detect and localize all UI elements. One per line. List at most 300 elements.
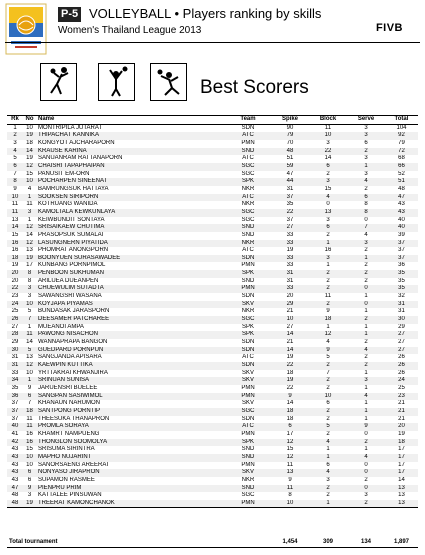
cell-rank: 3	[13, 139, 17, 146]
cell-block: 1	[309, 500, 347, 508]
cell-team: SND	[241, 277, 255, 284]
cell-rank: 20	[7, 270, 23, 278]
cell-spike: 17	[286, 430, 294, 437]
cell-number: 11	[23, 331, 36, 339]
cell-serve: 2	[347, 316, 385, 324]
cell-serve: 3	[347, 377, 385, 385]
cell-spike: 22	[271, 209, 309, 217]
table-row	[7, 270, 418, 278]
cell-spike: 19	[286, 354, 294, 361]
cell-block: 18	[309, 316, 347, 324]
cell-total: 20	[385, 423, 418, 431]
cell-serve: 3	[347, 240, 385, 248]
table-row	[7, 385, 418, 393]
cell-name: PAWONG NISACHON	[36, 331, 225, 339]
cell-number: 1	[23, 377, 36, 385]
cell-name: POCHARPEN SINEENAT	[36, 178, 225, 186]
cell-number: 1	[27, 216, 32, 223]
cell-team: NKR	[241, 185, 255, 192]
cell-name: PRASOPSUK SUMALAI	[38, 231, 104, 238]
cell-name: BAMRUNGSUK HATTAYA	[38, 185, 109, 192]
cell-name: CHAISRI TAPAPHAIPAN	[36, 163, 225, 171]
table-row	[7, 293, 418, 301]
table-row	[7, 446, 418, 454]
table-row	[7, 500, 418, 508]
cell-serve: 0	[347, 485, 385, 493]
cell-name: SOOKSEN SIRIPORN	[36, 194, 225, 202]
cell-total: 27	[398, 339, 405, 346]
cell-block: 16	[324, 247, 332, 254]
cell-rank: 11	[7, 209, 23, 217]
cell-block: 10	[309, 132, 347, 140]
cell-team: SND	[225, 224, 271, 232]
cell-rank: 34	[7, 377, 23, 385]
cell-team: SKV	[241, 369, 254, 376]
cell-serve: 1	[347, 331, 385, 339]
cell-team: SND	[225, 148, 271, 156]
cell-spike: 48	[271, 148, 309, 156]
cell-name: MONTRIPILA JUTARAT	[38, 124, 103, 131]
cell-number: 1	[27, 323, 32, 330]
cell-block: 13	[309, 209, 347, 217]
cell-serve: 7	[347, 224, 385, 232]
cell-team: PMN	[225, 393, 271, 401]
cell-spike: 33	[271, 255, 309, 263]
cell-total: 32	[398, 293, 405, 300]
total-tournament-row	[7, 538, 418, 548]
league-logo-graphic	[5, 3, 47, 55]
table-row	[7, 140, 418, 148]
cell-serve: 1	[364, 415, 368, 422]
cell-name: MUEANOI AMPA	[38, 323, 84, 330]
cell-block: 1	[309, 454, 347, 462]
table-row	[7, 163, 418, 171]
cell-rank: 18	[7, 255, 23, 263]
cell-name: GUEDPARD PORNPUN	[36, 347, 225, 355]
cell-block: 2	[309, 270, 347, 278]
cell-rank: 5	[13, 155, 17, 162]
total-label: Total tournament	[7, 538, 225, 548]
cell-serve: 2	[364, 185, 368, 192]
cell-block: 14	[324, 155, 332, 162]
cell-number: 18	[26, 139, 33, 146]
cell-block: 2	[309, 285, 347, 293]
cell-rank: 25	[11, 308, 19, 315]
cell-team: ATC	[242, 155, 254, 162]
cell-block: 3	[326, 139, 330, 146]
cell-number: 16	[23, 439, 36, 447]
cell-serve: 3	[364, 492, 368, 499]
table-row	[7, 240, 418, 248]
cell-spike: 6	[271, 423, 309, 431]
cell-team: PMN	[241, 139, 255, 146]
cell-total: 31	[385, 301, 418, 309]
col-header-rank: Rk	[7, 116, 23, 125]
cell-name: PENBOON SUKHUMAN	[36, 270, 225, 278]
cell-spike: 22	[271, 362, 309, 370]
cell-rank: 24	[7, 301, 23, 309]
cell-block: 2	[326, 492, 330, 499]
cell-team: SDN	[241, 415, 255, 422]
cell-name: KHAMRT NAMPUENG	[38, 430, 100, 437]
cell-team: SKV	[225, 377, 271, 385]
cell-rank: 6	[7, 163, 23, 171]
cell-spike: 10	[271, 500, 309, 508]
cell-serve: 2	[364, 262, 368, 269]
cell-name: SAWANGSRI WASANA	[38, 293, 102, 300]
cell-total: 14	[398, 476, 405, 483]
cell-block: 2	[309, 485, 347, 493]
cell-team: SDN	[241, 124, 255, 131]
cell-name: BUNDASAK JARASPORN	[38, 308, 110, 315]
cell-block: 4	[309, 439, 347, 447]
table-row	[7, 331, 418, 339]
cell-spike: 31	[286, 277, 294, 284]
cell-rank: 11	[11, 201, 19, 208]
cell-name: PHOMRAT ANONGPORN	[38, 247, 109, 254]
cell-spike: 33	[271, 285, 309, 293]
table-row	[7, 347, 418, 355]
cell-spike: 21	[286, 339, 294, 346]
cell-team: NKR	[241, 201, 255, 208]
cell-rank: 1	[13, 124, 17, 131]
cell-serve: 2	[364, 354, 368, 361]
cell-name: KOTRUANG WANIDA	[38, 201, 98, 208]
cell-serve: 3	[347, 132, 385, 140]
cell-number: 12	[23, 163, 36, 171]
cell-total: 19	[398, 430, 405, 437]
cell-spike: 59	[271, 163, 309, 171]
cell-block: 12	[309, 331, 347, 339]
cell-block: 4	[326, 339, 330, 346]
cell-name: SRINUAN SUNISA	[36, 377, 225, 385]
cell-name: SRISAIKAEW CHUTIMA	[36, 224, 225, 232]
cell-number: 15	[26, 446, 33, 453]
cell-spike: 12	[271, 439, 309, 447]
cell-block: 2	[326, 415, 330, 422]
cell-rank: 37	[11, 400, 19, 407]
cell-name: SANTPONG PORNTIP	[36, 408, 225, 416]
cell-team: SPK	[225, 178, 271, 186]
cell-serve: 1	[364, 369, 368, 376]
cell-spike: 47	[286, 170, 294, 177]
cell-rank: 19	[11, 262, 19, 269]
cell-spike: 18	[271, 408, 309, 416]
cell-rank: 43	[11, 461, 19, 468]
cell-spike: 15	[286, 446, 294, 453]
cell-spike: 20	[286, 293, 294, 300]
cell-number: 14	[23, 148, 36, 156]
cell-block: 2	[309, 301, 347, 309]
cell-name: ARILUEA DUEANPEN	[38, 277, 99, 284]
cell-rank: 40	[7, 423, 23, 431]
cell-number: 19	[23, 255, 36, 263]
cell-serve: 2	[364, 339, 368, 346]
cell-number: 3	[27, 293, 32, 300]
cell-team: SND	[241, 446, 255, 453]
cell-rank: 28	[7, 331, 23, 339]
cell-name: KRAUSE KARINA	[36, 148, 225, 156]
cell-name: KHANAUN NARUMON	[38, 400, 101, 407]
cell-total: 51	[385, 178, 418, 186]
cell-block: 15	[324, 185, 332, 192]
cell-name: THEESUKA THANAPRON	[38, 415, 110, 422]
cell-team: SDN	[241, 293, 255, 300]
cell-total: 24	[385, 377, 418, 385]
cell-name: KUNBANG PORNPIMOL	[38, 262, 106, 269]
table-row	[7, 439, 418, 447]
cell-number: 10	[23, 178, 36, 186]
cell-total: 13	[385, 500, 418, 508]
cell-team: NKR	[241, 308, 255, 315]
cell-block: 1	[326, 323, 330, 330]
cell-spike: 90	[286, 124, 294, 131]
table-row	[7, 278, 418, 286]
section-title: Best Scorers	[200, 77, 309, 98]
cell-total: 31	[398, 308, 405, 315]
cell-team: PMN	[241, 262, 255, 269]
cell-block: 11	[324, 124, 332, 131]
table-row	[7, 247, 418, 255]
cell-number: 6	[23, 469, 36, 477]
cell-block: 0	[326, 201, 330, 208]
cell-number: 3	[23, 209, 36, 217]
cell-rank: 27	[11, 323, 19, 330]
cell-spike: 8	[288, 492, 292, 499]
cell-block: 11	[324, 293, 332, 300]
cell-total: 17	[385, 469, 418, 477]
cell-name: KOYJAPA PIYAMAS	[36, 301, 225, 309]
cell-name: CHUEWULIM SUTADTA	[36, 285, 225, 293]
cell-spike: 29	[271, 301, 309, 309]
cell-total: 35	[385, 270, 418, 278]
cell-total: 39	[398, 231, 405, 238]
cell-name: MAPHO NUJARINT	[36, 454, 225, 462]
cell-number: 9	[27, 384, 32, 391]
cell-team: SGC	[241, 492, 255, 499]
cell-block: 7	[326, 369, 330, 376]
cell-spike: 27	[286, 323, 294, 330]
cell-block: 3	[309, 178, 347, 186]
cell-total: 37	[385, 255, 418, 263]
cell-total: 66	[385, 163, 418, 171]
cell-block: 2	[326, 384, 330, 391]
cell-block: 2	[326, 430, 330, 437]
cell-rank: 7	[13, 170, 17, 177]
total-serve: 134	[347, 538, 385, 548]
cell-total: 26	[398, 354, 405, 361]
table-row	[7, 492, 418, 500]
cell-number: 5	[27, 308, 32, 315]
cell-total: 27	[385, 331, 418, 339]
cell-number: 11	[26, 415, 33, 422]
cell-number: 19	[23, 132, 36, 140]
cell-block: 6	[309, 224, 347, 232]
cell-total: 17	[385, 454, 418, 462]
cell-serve: 2	[364, 277, 368, 284]
cell-serve: 0	[347, 301, 385, 309]
table-row	[7, 362, 418, 370]
cell-number: 6	[23, 393, 36, 401]
table-row	[7, 217, 418, 225]
cell-number: 18	[23, 408, 36, 416]
cell-team: SGC	[225, 408, 271, 416]
cell-number: 10	[26, 124, 33, 131]
cell-total: 21	[385, 408, 418, 416]
cell-serve: 0	[364, 461, 368, 468]
cell-rank: 26	[7, 316, 23, 324]
cell-spike: 31	[271, 270, 309, 278]
table-row	[7, 485, 418, 493]
cell-name: SRISUMA SIRINTRA	[38, 446, 95, 453]
cell-name: TREERAT KAMONCHANOK	[36, 500, 225, 508]
cell-block: 6	[326, 461, 330, 468]
cell-rank: 37	[11, 415, 19, 422]
cell-total: 17	[398, 446, 405, 453]
cell-rank: 47	[7, 485, 23, 493]
cell-rank: 14	[7, 224, 23, 232]
cell-number: 12	[23, 362, 36, 370]
cell-number: 14	[26, 339, 33, 346]
cell-team: PMN	[241, 461, 255, 468]
cell-spike: 11	[286, 461, 294, 468]
cell-name: KATTALEE PINSUWAN	[38, 492, 102, 499]
cell-serve: 2	[347, 362, 385, 370]
cell-rank: 4	[7, 148, 23, 156]
cell-block: 2	[326, 277, 330, 284]
cell-number: 7	[23, 316, 36, 324]
cell-rank: 23	[11, 293, 19, 300]
table-row	[7, 377, 418, 385]
cell-total: 43	[385, 209, 418, 217]
cell-spike: 10	[271, 316, 309, 324]
cell-rank: 30	[7, 347, 23, 355]
table-row	[7, 209, 418, 217]
cell-serve: 8	[364, 201, 368, 208]
cell-number: 11	[23, 423, 36, 431]
cell-number: 1	[23, 194, 36, 202]
cell-serve: 4	[347, 178, 385, 186]
col-header-total: Total	[385, 116, 418, 125]
table-row	[7, 124, 418, 132]
table-row	[7, 370, 418, 378]
cell-team: SGC	[225, 209, 271, 217]
cell-rank: 22	[7, 285, 23, 293]
table-row	[7, 171, 418, 179]
cell-serve: 1	[347, 163, 385, 171]
cell-number: 7	[27, 400, 32, 407]
table-row	[7, 186, 418, 194]
cell-spike: 11	[271, 485, 309, 493]
cell-spike: 37	[271, 194, 309, 202]
cell-block: 2	[326, 231, 330, 238]
cell-number: 12	[23, 224, 36, 232]
cell-team: SKV	[225, 301, 271, 309]
cell-spike: 12	[271, 454, 309, 462]
cell-serve: 2	[347, 270, 385, 278]
cell-name: SANUANRAM RATTANAPORN	[38, 155, 123, 162]
cell-serve: 1	[364, 308, 368, 315]
col-header-number: No	[23, 116, 36, 125]
cell-total: 18	[385, 439, 418, 447]
table-row	[7, 301, 418, 309]
cell-total: 30	[385, 316, 418, 324]
table-row	[7, 339, 418, 347]
table-row	[7, 148, 418, 156]
cell-serve: 9	[347, 423, 385, 431]
cell-name: DEESAMER PATCHAREE	[36, 316, 225, 324]
cell-rank: 29	[11, 339, 19, 346]
cell-total: 37	[385, 240, 418, 248]
cell-serve: 1	[347, 255, 385, 263]
cell-spike: 19	[286, 247, 294, 254]
total-block: 309	[309, 538, 347, 548]
block-player-icon	[98, 63, 135, 101]
cell-block: 3	[309, 255, 347, 263]
cell-name: KEIWBUNDIT SONTAYA	[38, 216, 105, 223]
cell-name: PIENPRU PRIM	[36, 485, 225, 493]
cell-rank: 31	[11, 354, 19, 361]
cell-serve: 6	[364, 139, 368, 146]
cell-spike: 21	[286, 308, 294, 315]
cell-spike: 37	[286, 216, 294, 223]
cell-serve: 1	[364, 293, 368, 300]
cell-serve: 0	[364, 430, 368, 437]
cell-total: 13	[398, 492, 405, 499]
cell-block: 6	[326, 400, 330, 407]
cell-total: 35	[385, 285, 418, 293]
cell-serve: 4	[364, 231, 368, 238]
cell-total: 27	[385, 347, 418, 355]
cell-total: 104	[396, 124, 407, 131]
cell-name: YRTTAKRAI KHWANJIRA	[38, 369, 108, 376]
cell-serve: 3	[364, 170, 368, 177]
table-row	[7, 316, 418, 324]
cell-serve: 8	[347, 209, 385, 217]
total-total: 1,897	[385, 538, 418, 548]
cell-serve: 0	[347, 285, 385, 293]
cell-name: THONGLON SOOMOLYA	[36, 439, 225, 447]
page-subtitle: Women's Thailand League 2013	[58, 25, 202, 36]
cell-team: SDN	[225, 347, 271, 355]
cell-block: 2	[309, 362, 347, 370]
cell-team: PMN	[241, 430, 255, 437]
cell-serve: 2	[364, 476, 368, 483]
cell-number: 8	[27, 277, 32, 284]
spike-player-icon	[40, 63, 77, 101]
cell-name: SANGJANDA APISARA	[38, 354, 102, 361]
page-code-badge: P-5	[58, 7, 81, 22]
col-header-serve: Serve	[347, 116, 385, 125]
cell-number: 9	[23, 485, 36, 493]
table-row	[7, 194, 418, 202]
cell-spike: 79	[271, 132, 309, 140]
cell-number: 10	[26, 461, 33, 468]
cell-total: 72	[385, 148, 418, 156]
cell-rank: 2	[7, 132, 23, 140]
cell-team: SPK	[225, 270, 271, 278]
cell-spike: 27	[271, 224, 309, 232]
cell-spike: 14	[271, 331, 309, 339]
table-row	[7, 232, 418, 240]
cell-team: PMN	[241, 384, 255, 391]
cell-number: 8	[23, 270, 36, 278]
cell-spike: 33	[271, 240, 309, 248]
cell-serve: 1	[364, 446, 368, 453]
table-row	[7, 155, 418, 163]
cell-number: 5	[23, 347, 36, 355]
cell-spike: 13	[271, 469, 309, 477]
